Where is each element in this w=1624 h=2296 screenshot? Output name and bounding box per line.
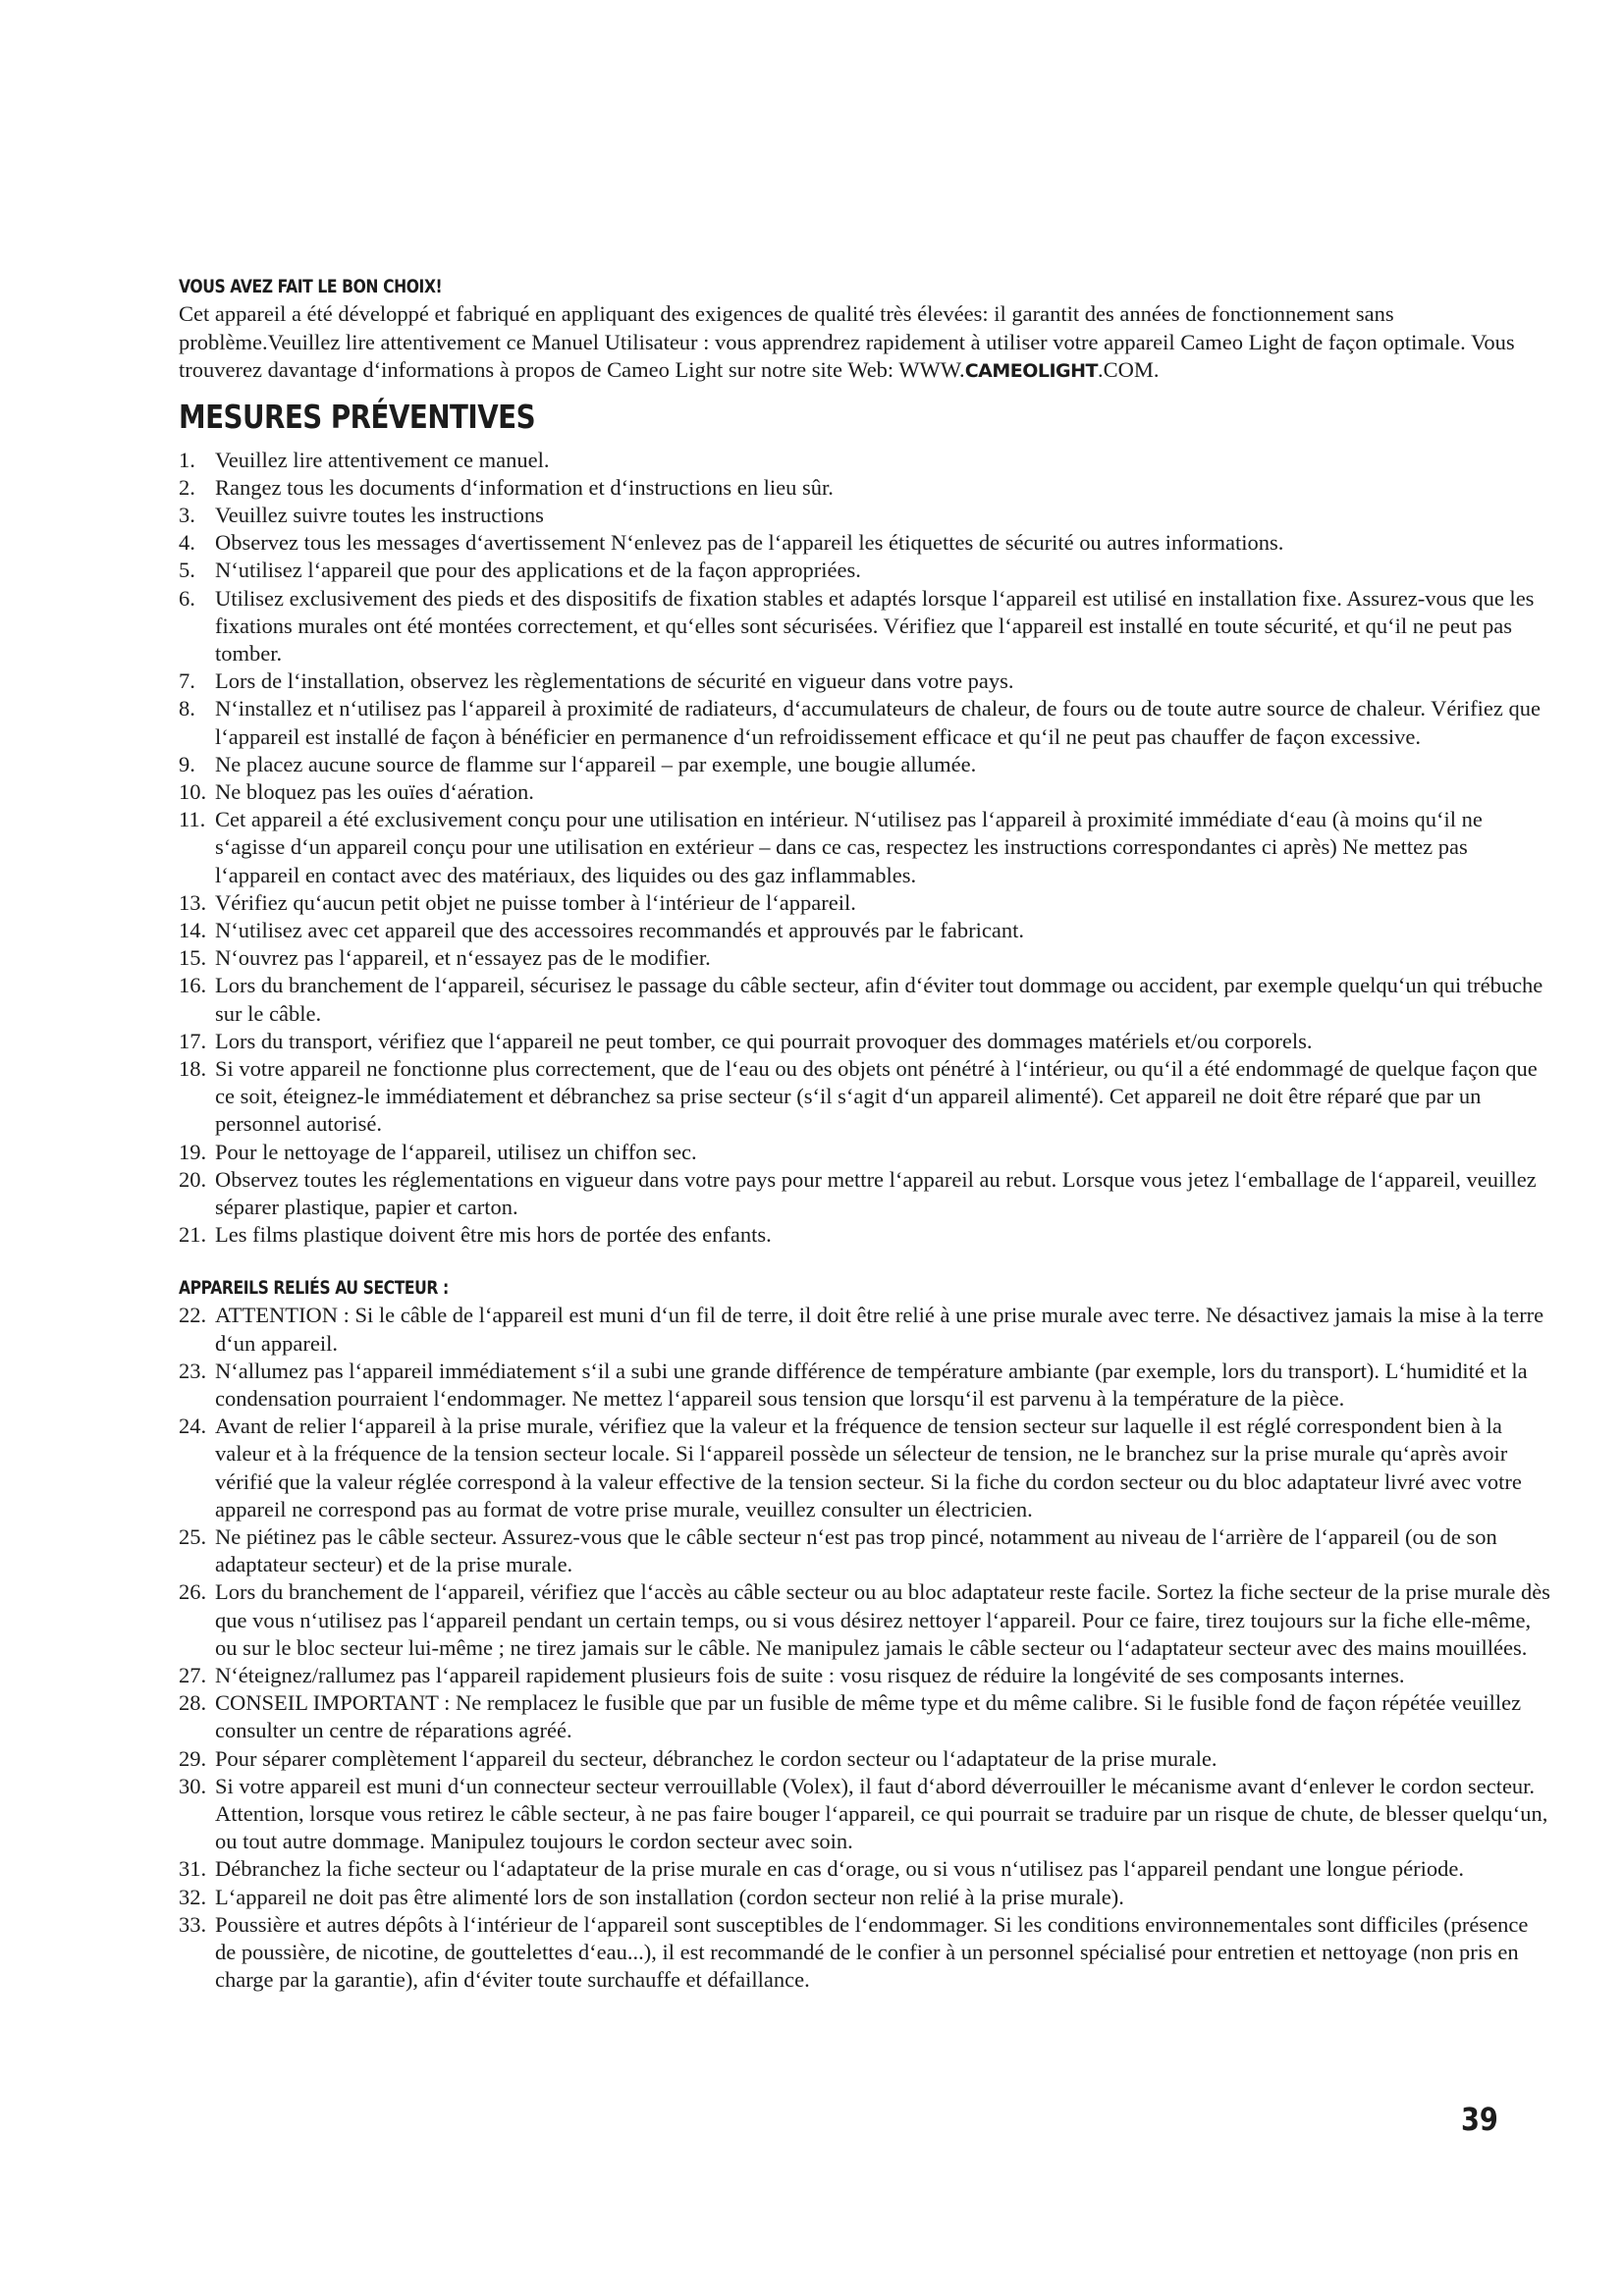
list-item	[179, 1166, 1553, 1221]
list-item	[179, 1773, 1553, 1856]
intro-paragraph	[179, 300, 1553, 386]
list-item	[179, 1221, 1553, 1249]
website-brand: CAMEOLIGHT	[964, 360, 1099, 382]
list-item	[179, 1689, 1553, 1744]
intro-text: Cet appareil a été développé et fabriqué en appliquant des exigences de qualité très élevées: il garantit des années de fonctionnement sans problème.Veuillez lire attentivement ce Manuel Utilisateur : vous apprendrez rapidement à utiliser votre appareil Cameo Light de façon optimale. Vous trouverez davantage d‘informations à propos de Cameo Light sur notre site Web: WWW.	[179, 301, 1515, 382]
list-item	[179, 806, 1553, 889]
item-text: Observez toutes les réglementations en vigueur dans votre pays pour mettre l‘appareil au rebut. Lorsque vous jetez l‘emballage de l‘appareil, veuillez séparer plastique, papier et carton.	[215, 1166, 1537, 1219]
item-text: Lors du transport, vérifiez que l‘appareil ne peut tomber, ce qui pourrait provoquer des dommages matériels et/ou corporels.	[215, 1028, 1313, 1053]
item-number: 1.	[179, 447, 195, 472]
item-text: Les films plastique doivent être mis hors de portée des enfants.	[215, 1222, 772, 1248]
list-item	[179, 751, 1553, 778]
item-number: 21.	[179, 1222, 207, 1248]
list-item	[179, 1578, 1553, 1662]
item-text: N‘utilisez avec cet appareil que des accessoires recommandés et approuvés par le fabricant.	[215, 917, 1024, 942]
item-text: Avant de relier l‘appareil à la prise murale, vérifiez que la valeur et la fréquence de tension secteur sur laquelle il est réglé correspondent bien à la valeur et à la fréquence de la tension secteur locale. Si l‘appareil possède un sélecteur de tension, ne le branchez sur la prise murale qu‘après avoir vérifié que la valeur réglée correspond à la valeur effective de la tension secteur. Si la fiche du cordon secteur ou du bloc adaptateur livré avec votre appareil ne correspond pas au format de votre prise murale, veuillez consulter un électricien.	[215, 1414, 1522, 1522]
mains-list	[179, 1302, 1553, 1994]
item-text: Rangez tous les documents d‘information et d‘instructions en lieu sûr.	[215, 474, 834, 500]
list-item	[179, 1523, 1553, 1578]
item-number: 18.	[179, 1055, 207, 1081]
item-text: Poussière et autres dépôts à l‘intérieur de l‘appareil sont susceptibles de l‘endommager. Si les conditions environnementales sont difficiles (présence de poussière, de nicotine, de gouttelettes d‘eau...), il est recommandé de le confier à un personnel spécialisé pour entretien et nettoyage (non pris en charge par la garantie), afin d‘éviter toute surchauffe et défaillance.	[215, 1911, 1529, 1993]
item-number: 23.	[179, 1358, 207, 1383]
item-number: 19.	[179, 1139, 207, 1164]
list-item	[179, 1055, 1553, 1139]
item-text: Observez tous les messages d‘avertissement N‘enlevez pas de l‘appareil les étiquettes de sécurité ou autres informations.	[215, 530, 1284, 556]
preventive-list	[179, 447, 1553, 1250]
list-item	[179, 1662, 1553, 1689]
website-suffix: .COM.	[1098, 357, 1160, 382]
list-item	[179, 1911, 1553, 1995]
item-number: 6.	[179, 585, 195, 611]
list-item	[179, 972, 1553, 1027]
item-text: Ne piétinez pas le câble secteur. Assurez-vous que le câble secteur n‘est pas trop pincé, notamment au niveau de l‘arrière de l‘appareil (ou de son adaptateur secteur) et de la prise murale.	[215, 1524, 1497, 1577]
item-number: 26.	[179, 1579, 207, 1605]
item-number: 11.	[179, 807, 206, 832]
item-text: N‘ouvrez pas l‘appareil, et n‘essayez pas de le modifier.	[215, 945, 711, 971]
item-number: 10.	[179, 778, 207, 804]
list-item	[179, 889, 1553, 917]
item-text: Lors du branchement de l‘appareil, vérifiez que l‘accès au câble secteur ou au bloc adaptateur reste facile. Sortez la fiche secteur de la prise murale dès que vous n‘utilisez pas l‘appareil pendant un certain temps, ou si vous désirez nettoyer l‘appareil. Pour ce faire, tirez toujours sur la fiche elle-même, ou sur le bloc secteur lui-même ; ne tirez jamais sur le câble. Ne manipulez jamais le câble secteur ou l‘adaptateur secteur avec des mains mouillées.	[215, 1579, 1550, 1660]
item-text: Lors du branchement de l‘appareil, sécurisez le passage du câble secteur, afin d‘éviter tout dommage ou accident, par exemple quelqu‘un qui trébuche sur le câble.	[215, 973, 1543, 1026]
item-number: 16.	[179, 973, 207, 998]
manual-page	[179, 273, 1553, 1994]
item-number: 5.	[179, 558, 195, 583]
item-text: Si votre appareil est muni d‘un connecteur secteur verrouillable (Volex), il faut d‘abord déverrouiller le mécanisme avant d‘enlever le cordon secteur. Attention, lorsque vous retirez le câble secteur, à ne pas faire bouger l‘appareil, ce qui pourrait se traduire par un risque de chute, de blesser quelqu‘un, ou tout autre dommage. Manipulez toujours le cordon secteur avec soin.	[215, 1773, 1548, 1854]
item-number: 25.	[179, 1524, 207, 1550]
page-number: 39	[1461, 2101, 1498, 2138]
list-item	[179, 1855, 1553, 1883]
list-item	[179, 502, 1553, 529]
list-item	[179, 1745, 1553, 1773]
item-number: 29.	[179, 1745, 207, 1771]
item-number: 9.	[179, 751, 195, 776]
item-text: Vérifiez qu‘aucun petit objet ne puisse tomber à l‘intérieur de l‘appareil.	[215, 889, 856, 915]
item-text: Pour le nettoyage de l‘appareil, utilisez un chiffon sec.	[215, 1139, 697, 1164]
list-item	[179, 1302, 1553, 1357]
item-number: 8.	[179, 696, 195, 721]
list-item	[179, 695, 1553, 750]
item-text: N‘éteignez/rallumez pas l‘appareil rapidement plusieurs fois de suite : vosu risquez de réduire la longévité de ses composants internes.	[215, 1663, 1405, 1688]
item-text: Si votre appareil ne fonctionne plus correctement, que de l‘eau ou des objets ont pénétré à l‘intérieur, ou qu‘il a été endommagé de quelque façon que ce soit, éteignez-le immédiatement et débranchez sa prise secteur (s‘il s‘agit d‘un appareil alimenté). Cet appareil ne doit être réparé que par un personnel autorisé.	[215, 1055, 1538, 1137]
item-number: 33.	[179, 1911, 207, 1937]
item-number: 4.	[179, 530, 195, 556]
item-number: 22.	[179, 1303, 207, 1328]
item-text: CONSEIL IMPORTANT : Ne remplacez le fusible que par un fusible de même type et du même calibre. Si le fusible fond de façon répétée veuillez consulter un centre de réparations agréé.	[215, 1690, 1522, 1743]
list-item	[179, 1884, 1553, 1911]
item-number: 30.	[179, 1773, 207, 1798]
list-item	[179, 778, 1553, 806]
item-number: 3.	[179, 502, 195, 527]
item-text: Ne placez aucune source de flamme sur l‘appareil – par exemple, une bougie allumée.	[215, 751, 977, 776]
item-number: 32.	[179, 1884, 207, 1909]
item-text: Utilisez exclusivement des pieds et des dispositifs de fixation stables et adaptés lorsque l‘appareil est utilisé en installation fixe. Assurez-vous que les fixations murales ont été montées correctement, et qu‘elles sont sécurisées. Vérifiez que l‘appareil est installé en toute sécurité, et qu‘il ne peut pas tomber.	[215, 585, 1535, 666]
item-text: Débranchez la fiche secteur ou l‘adaptateur de la prise murale en cas d‘orage, ou si vous n‘utilisez pas l‘appareil pendant une longue période.	[215, 1856, 1464, 1882]
item-number: 31.	[179, 1856, 207, 1882]
list-item	[179, 1139, 1553, 1166]
item-text: ATTENTION : Si le câble de l‘appareil est muni d‘un fil de terre, il doit être relié à une prise murale avec terre. Ne désactivez jamais la mise à la terre d‘un appareil.	[215, 1303, 1544, 1356]
list-item	[179, 1358, 1553, 1413]
item-text: Lors de l‘installation, observez les règlementations de sécurité en vigueur dans votre pays.	[215, 668, 1014, 694]
item-number: 15.	[179, 945, 207, 971]
item-number: 7.	[179, 668, 195, 694]
list-item	[179, 557, 1553, 584]
item-text: Veuillez suivre toutes les instructions	[215, 502, 544, 527]
item-number: 14.	[179, 917, 207, 942]
list-item	[179, 1413, 1553, 1523]
item-text: Ne bloquez pas les ouïes d‘aération.	[215, 778, 534, 804]
list-item	[179, 917, 1553, 944]
item-text: Cet appareil a été exclusivement conçu pour une utilisation en intérieur. N‘utilisez pas l‘appareil à proximité immédiate d‘eau (à moins qu‘il ne s‘agisse d‘un appareil conçu pour une utilisation en extérieur – dans ce cas, respectez les instructions correspondantes ci après) Ne mettez pas l‘appareil en contact avec des matériaux, des liquides ou des gaz inflammables.	[215, 807, 1483, 887]
item-text: Pour séparer complètement l‘appareil du secteur, débranchez le cordon secteur ou l‘adaptateur de la prise murale.	[215, 1745, 1218, 1771]
item-text: L‘appareil ne doit pas être alimenté lors de son installation (cordon secteur non relié à la prise murale).	[215, 1884, 1124, 1909]
item-number: 13.	[179, 889, 207, 915]
list-item	[179, 474, 1553, 502]
item-text: N‘allumez pas l‘appareil immédiatement s‘il a subi une grande différence de température ambiante (par exemple, lors du transport). L‘humidité et la condensation pourraient l‘endommager. Ne mettez l‘appareil sous tension que lorsqu‘il est parvenu à la température de la pièce.	[215, 1358, 1528, 1411]
list-item	[179, 529, 1553, 557]
item-text: Veuillez lire attentivement ce manuel.	[215, 447, 550, 472]
item-number: 2.	[179, 474, 195, 500]
item-number: 28.	[179, 1690, 207, 1716]
list-item	[179, 944, 1553, 972]
item-number: 27.	[179, 1663, 207, 1688]
list-item	[179, 447, 1553, 474]
item-text: N‘utilisez l‘appareil que pour des applications et de la façon appropriées.	[215, 558, 861, 583]
item-number: 20.	[179, 1166, 207, 1192]
list-item	[179, 667, 1553, 695]
list-item	[179, 585, 1553, 668]
list-item	[179, 1028, 1553, 1055]
section-title-mains: APPAREILS RELIÉS AU SECTEUR :	[179, 1277, 449, 1300]
section-title-choice: VOUS AVEZ FAIT LE BON CHOIX!	[179, 276, 443, 297]
item-number: 17.	[179, 1028, 207, 1053]
item-number: 24.	[179, 1414, 207, 1439]
section-title-preventive: MESURES PRÉVENTIVES	[179, 397, 536, 436]
item-text: N‘installez et n‘utilisez pas l‘appareil à proximité de radiateurs, d‘accumulateurs de chaleur, de fours ou de toute autre source de chaleur. Vérifiez que l‘appareil est installé de façon à bénéficier en permanence d‘un refroidissement efficace et qu‘il ne peut pas chauffer de façon excessive.	[215, 696, 1541, 749]
